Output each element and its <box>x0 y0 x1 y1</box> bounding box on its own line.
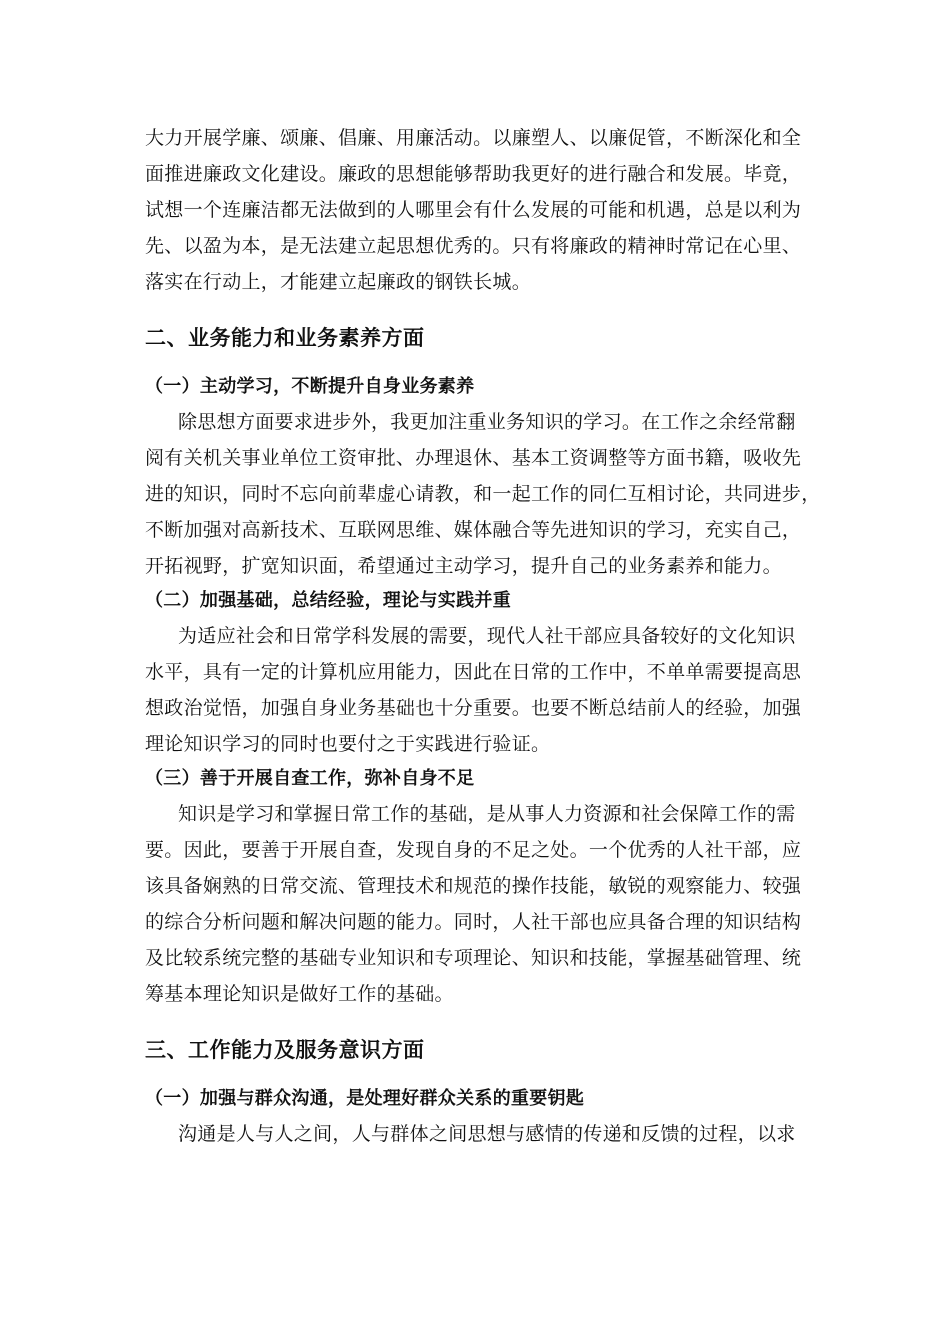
paragraph-line: 水平，具有一定的计算机应用能力，因此在日常的工作中，不单单需要提高思 <box>145 661 802 683</box>
paragraph-line: 及比较系统完整的基础专业知识和专项理论、知识和技能，掌握基础管理、统 <box>145 947 802 969</box>
subsection-heading-3-1: （一）加强与群众沟通，是处理好群众关系的重要钥匙 <box>145 1088 585 1109</box>
document-page <box>145 120 821 1152</box>
subsection-heading-2-2: （二）加强基础，总结经验，理论与实践并重 <box>145 590 511 611</box>
paragraph-3-1 <box>145 1116 805 1152</box>
paragraph-line: 知识是学习和掌握日常工作的基础，是从事人力资源和社会保障工作的需 <box>178 803 796 825</box>
spacer <box>145 356 805 370</box>
spacer <box>145 300 805 320</box>
spacer <box>145 1068 805 1082</box>
paragraph-line: 的综合分析问题和解决问题的能力。同时，人社干部也应具备合理的知识结构 <box>145 911 802 933</box>
paragraph-2-2 <box>145 618 805 762</box>
section-heading-3: 三、工作能力及服务意识方面 <box>145 1038 425 1062</box>
paragraph-line: 进的知识，同时不忘向前辈虚心请教，和一起工作的同仁互相讨论，共同进步， <box>145 483 821 505</box>
paragraph-line: 要。因此，要善于开展自查，发现自身的不足之处。一个优秀的人社干部，应 <box>145 839 802 861</box>
subsection-heading-2-3: （三）善于开展自查工作，弥补自身不足 <box>145 768 475 789</box>
paragraph-line: 阅有关机关事业单位工资审批、办理退休、基本工资调整等方面书籍，吸收先 <box>145 447 802 469</box>
paragraph-line: 先、以盈为本，是无法建立起思想优秀的。只有将廉政的精神时常记在心里、 <box>145 235 802 257</box>
paragraph-line: 沟通是人与人之间，人与群体之间思想与感情的传递和反馈的过程，以求 <box>178 1123 796 1145</box>
paragraph-line: 落实在行动上，才能建立起廉政的钢铁长城。 <box>145 271 532 293</box>
subsection-heading-2-1: （一）主动学习，不断提升自身业务素养 <box>145 376 475 397</box>
paragraph-line: 理论知识学习的同时也要付之于实践进行验证。 <box>145 733 551 755</box>
paragraph-line: 想政治觉悟，加强自身业务基础也十分重要。也要不断总结前人的经验，加强 <box>145 697 802 719</box>
intro-paragraph <box>145 120 805 300</box>
paragraph-line: 该具备娴熟的日常交流、管理技术和规范的操作技能，敏锐的观察能力、较强 <box>145 875 802 897</box>
paragraph-line: 为适应社会和日常学科发展的需要，现代人社干部应具备较好的文化知识 <box>178 625 796 647</box>
paragraph-2-3 <box>145 796 805 1012</box>
paragraph-line: 除思想方面要求进步外，我更加注重业务知识的学习。在工作之余经常翻 <box>178 411 796 433</box>
paragraph-line: 试想一个连廉洁都无法做到的人哪里会有什么发展的可能和机遇，总是以利为 <box>145 199 802 221</box>
paragraph-line: 面推进廉政文化建设。廉政的思想能够帮助我更好的进行融合和发展。毕竟， <box>145 163 802 185</box>
paragraph-line: 筹基本理论知识是做好工作的基础。 <box>145 983 454 1005</box>
paragraph-line: 大力开展学廉、颂廉、倡廉、用廉活动。以廉塑人、以廉促管，不断深化和全 <box>145 127 802 149</box>
spacer <box>145 1012 805 1032</box>
paragraph-line: 开拓视野，扩宽知识面，希望通过主动学习，提升自己的业务素养和能力。 <box>145 555 782 577</box>
paragraph-line: 不断加强对高新技术、互联网思维、媒体融合等先进知识的学习，充实自己， <box>145 519 802 541</box>
section-heading-2: 二、业务能力和业务素养方面 <box>145 326 425 350</box>
paragraph-2-1 <box>145 404 821 584</box>
